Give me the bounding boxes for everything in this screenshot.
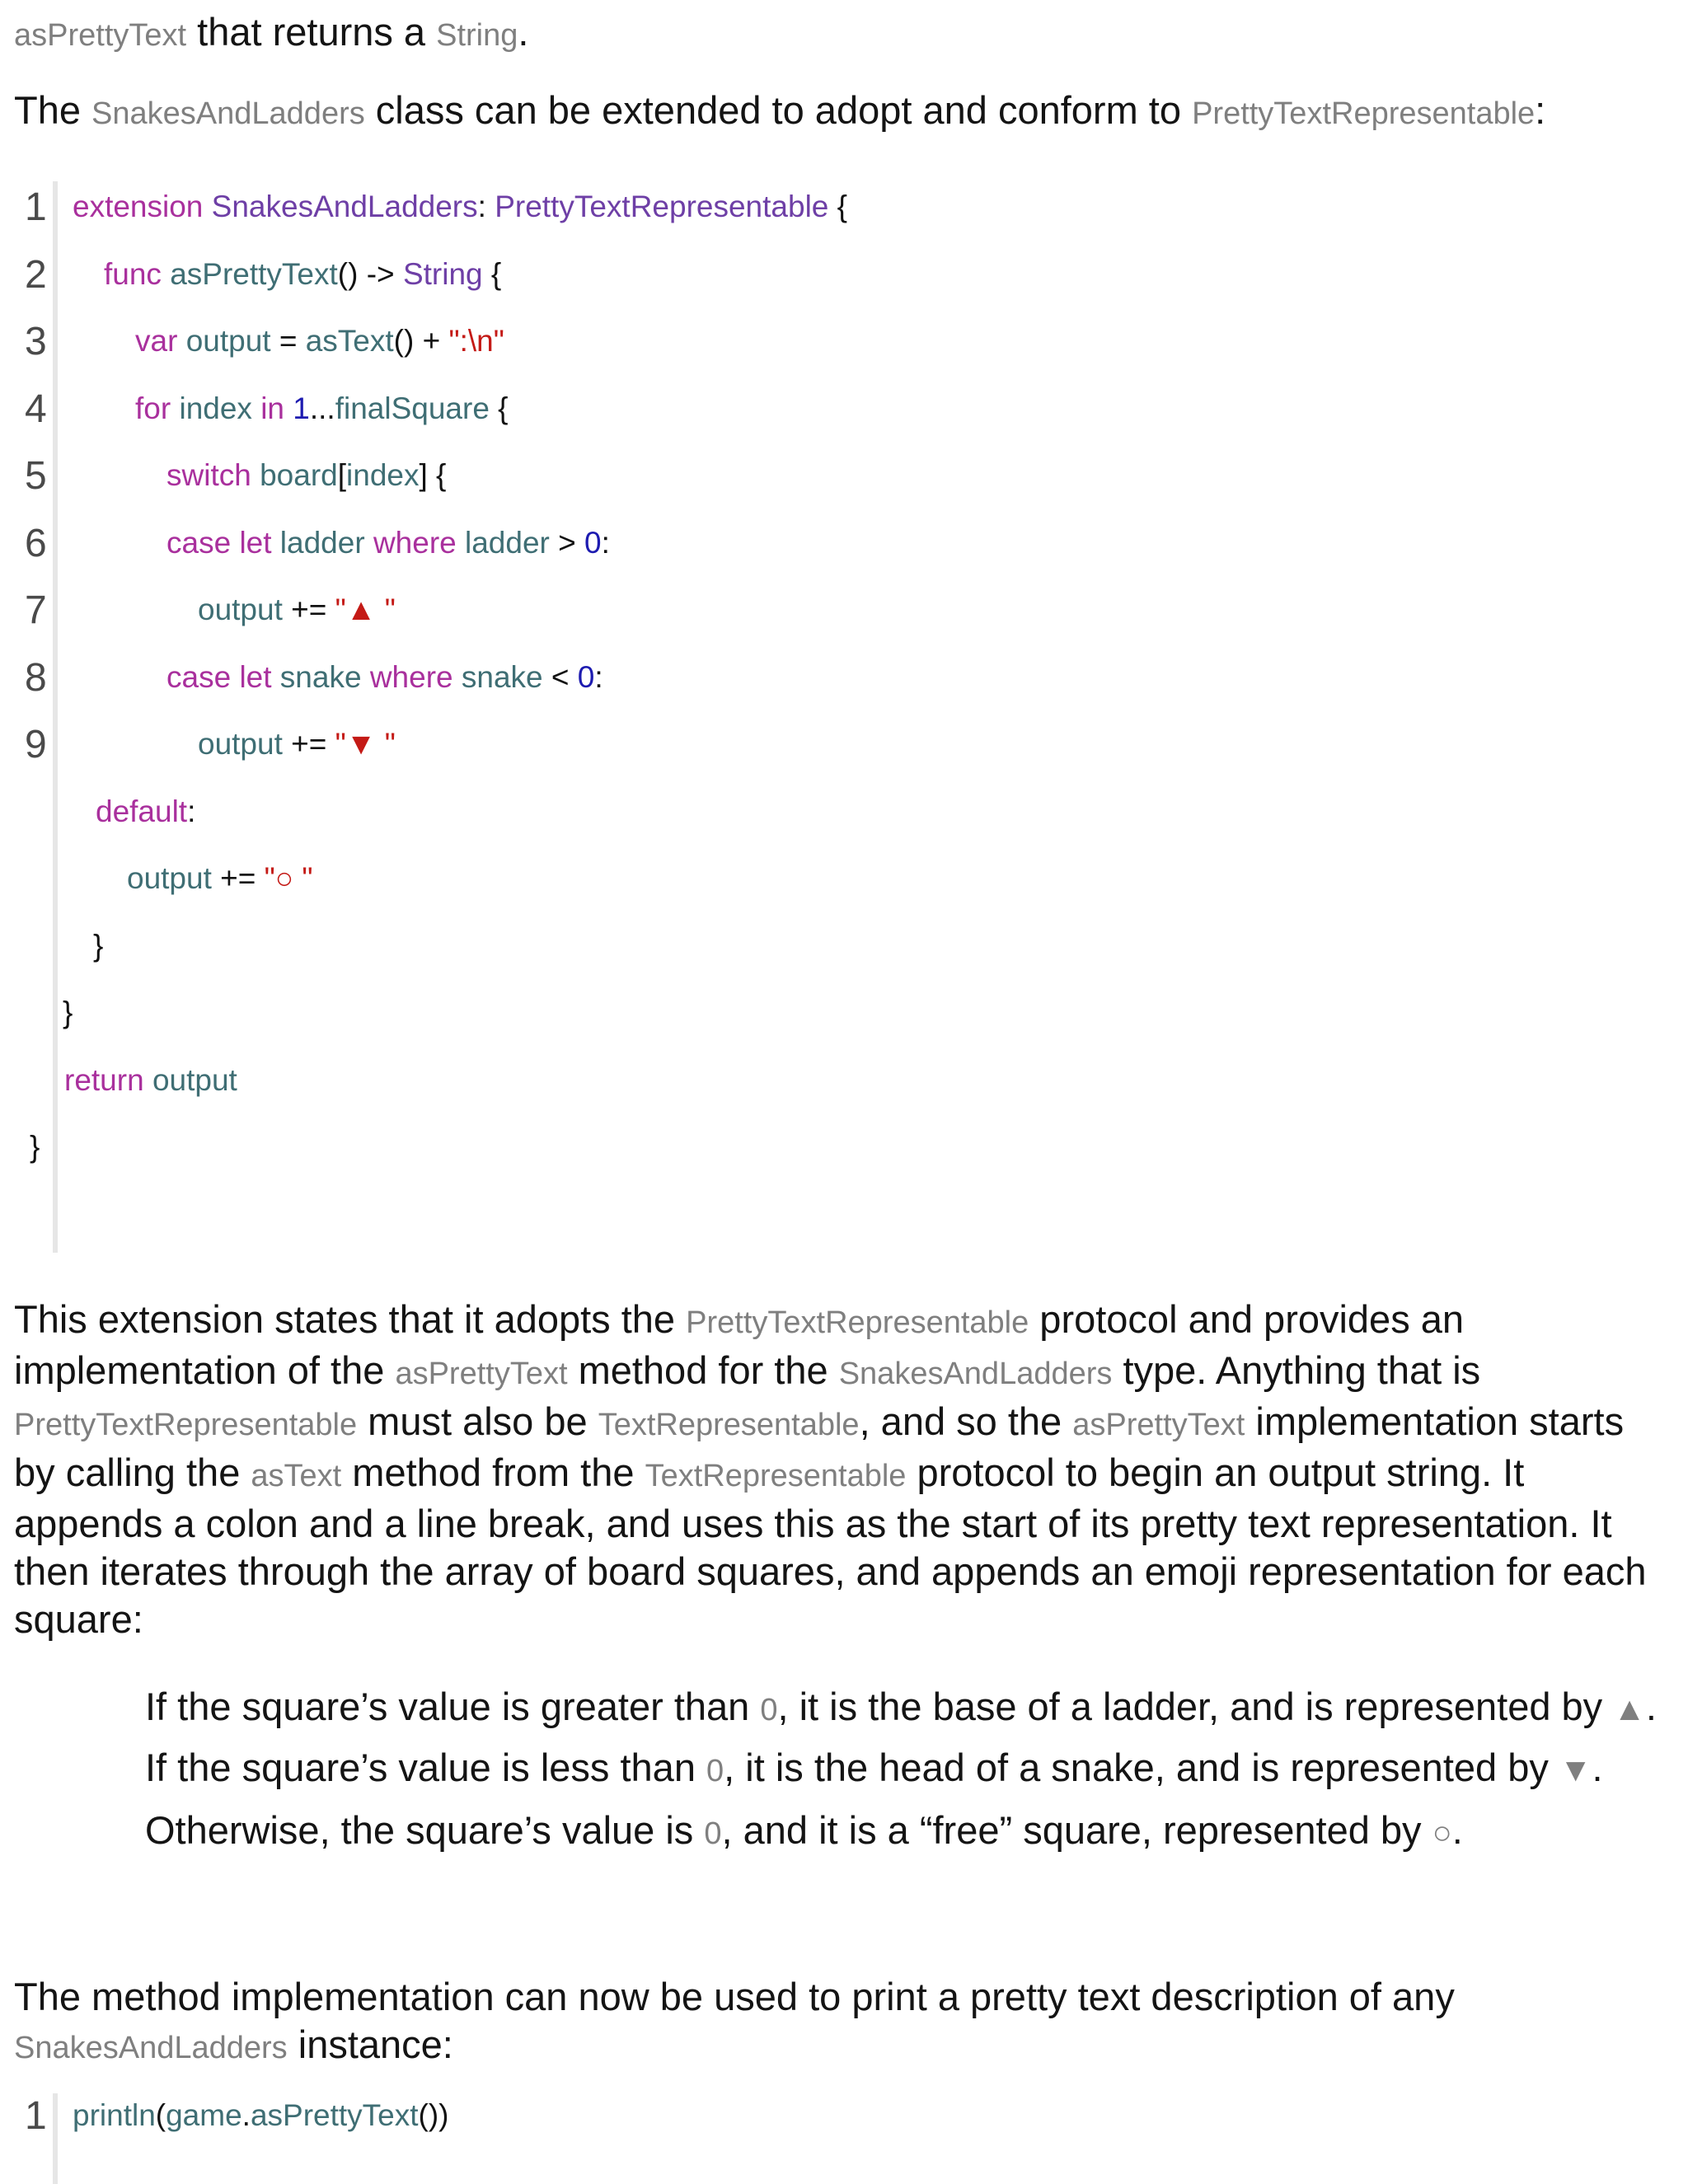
- line-number: 1: [25, 185, 47, 229]
- code-token: +=: [282, 727, 335, 761]
- code-token: :: [187, 794, 196, 828]
- code-line: [0, 991, 1688, 1058]
- code-text: [63, 996, 73, 1030]
- text-run: protocol and provides an implementation of the: [14, 1297, 1465, 1392]
- code-text: [166, 526, 610, 560]
- code-token: :: [601, 525, 610, 560]
- code-text: [166, 660, 603, 695]
- code-token: [457, 526, 465, 560]
- code-token: println: [73, 2098, 156, 2132]
- circle-icon: ○: [1432, 1815, 1452, 1851]
- line-number: 3: [25, 320, 47, 363]
- list-item: [145, 1807, 1670, 1858]
- explanation-paragraph: [14, 1296, 1675, 1643]
- code-token: [365, 526, 373, 560]
- line-number: 6: [25, 521, 47, 565]
- code-token: func: [104, 256, 162, 291]
- code-token: [177, 324, 185, 358]
- code-token: output: [152, 1062, 237, 1097]
- code-token: ()): [418, 2098, 449, 2132]
- code-token: 0: [584, 525, 602, 560]
- text-run: :: [1535, 88, 1546, 132]
- text-run: , and so the: [859, 1399, 1073, 1443]
- code-token: ...: [309, 391, 335, 425]
- inline-code: asPrettyText: [1072, 1408, 1245, 1442]
- code-token: index: [346, 458, 420, 492]
- code-line: [0, 722, 1688, 790]
- code-token: (: [155, 2098, 166, 2132]
- code-token: "○ ": [264, 861, 313, 895]
- line-number: 2: [25, 252, 47, 297]
- line-number: 5: [25, 454, 47, 498]
- code-token: [144, 1063, 152, 1097]
- code-line: [0, 790, 1688, 857]
- inline-code: SnakesAndLadders: [838, 1357, 1113, 1391]
- line-number: 8: [25, 655, 47, 700]
- code-token: :: [477, 190, 495, 223]
- code-text: [198, 593, 396, 627]
- text-run: type. Anything that is: [1112, 1348, 1481, 1392]
- code-token: 0: [577, 659, 595, 694]
- code-token: [231, 660, 239, 694]
- inline-code: asText: [251, 1459, 342, 1493]
- code-token: :: [594, 659, 603, 694]
- code-token: snake: [461, 659, 543, 694]
- text-run: , it is the head of a snake, and is represented by: [724, 1746, 1559, 1789]
- code-token: [284, 391, 293, 425]
- code-token: case: [166, 659, 232, 694]
- code-token: asPrettyText: [170, 256, 338, 291]
- code-token: game: [166, 2098, 242, 2132]
- code-token: PrettyTextRepresentable: [495, 190, 829, 223]
- code-token: case: [166, 525, 232, 560]
- text-run: must also be: [357, 1399, 598, 1443]
- text-run: protocol to begin an output string. It appends a colon and a line break, and uses this as the start of its pretty text representation. It then iterates through the array of board squares, and appends an emoji representation for each square:: [14, 1451, 1647, 1641]
- code-token: }: [63, 996, 73, 1029]
- text-run: .: [518, 10, 529, 54]
- closing-paragraph: [14, 1973, 1675, 2072]
- text-run: .: [1645, 1685, 1657, 1728]
- code-token: +=: [282, 593, 335, 626]
- code-token: asPrettyText: [250, 2098, 419, 2132]
- code-token: >: [549, 525, 585, 560]
- code-line: [0, 252, 1688, 320]
- text-run: Otherwise, the square’s value is: [145, 1808, 705, 1852]
- code-token: {: [489, 391, 509, 425]
- code-token: <: [542, 659, 578, 694]
- code-token: switch: [166, 458, 251, 492]
- inline-code: PrettyTextRepresentable: [14, 1408, 358, 1442]
- code-line: [0, 655, 1688, 723]
- code-token: }: [30, 1130, 40, 1164]
- inline-code: asPrettyText: [14, 18, 187, 53]
- code-token: [453, 660, 462, 694]
- code-token: output: [198, 593, 283, 626]
- code-token: [162, 257, 170, 291]
- code-token: [362, 660, 370, 694]
- code-token: output: [127, 861, 212, 895]
- code-text: [135, 391, 509, 426]
- text-run: , and it is a “free” square, represented by: [721, 1808, 1432, 1852]
- code-token: output: [198, 727, 283, 761]
- code-text: [64, 1063, 237, 1098]
- intro-line-2: [14, 87, 1675, 138]
- square-rules-list: [145, 1683, 1670, 1858]
- code-token: String: [402, 256, 483, 291]
- line-number: 4: [25, 387, 47, 431]
- inline-code: String: [436, 18, 518, 53]
- code-token: "▼ ": [335, 727, 396, 761]
- inline-code: PrettyTextRepresentable: [686, 1305, 1029, 1340]
- code-token: let: [239, 525, 272, 560]
- code-token: index: [179, 391, 252, 425]
- code-line: [0, 387, 1688, 454]
- line-number: 7: [25, 588, 47, 632]
- line-number: 9: [25, 723, 47, 766]
- code-text: [135, 324, 504, 359]
- code-token: board: [260, 458, 338, 492]
- list-item: [145, 1744, 1670, 1795]
- code-token: [251, 458, 260, 492]
- code-text: [166, 458, 446, 493]
- code-token: [203, 190, 211, 223]
- code-line: [0, 1125, 1688, 1193]
- text-run: .: [1592, 1746, 1603, 1789]
- code-token: {: [482, 256, 502, 291]
- text-run: This extension states that it adopts the: [14, 1297, 687, 1341]
- code-token: }: [93, 928, 104, 963]
- list-item: [145, 1683, 1670, 1734]
- code-text: [127, 861, 313, 896]
- code-token: finalSquare: [335, 391, 490, 425]
- code-line: [0, 521, 1688, 588]
- code-token: () ->: [337, 256, 403, 291]
- code-token: [171, 391, 179, 425]
- code-token: .: [241, 2098, 251, 2132]
- code-token: default: [96, 794, 188, 828]
- code-line: [0, 2093, 1688, 2161]
- inline-code: TextRepresentable: [598, 1408, 860, 1442]
- code-token: [272, 526, 280, 560]
- code-token: {: [828, 190, 848, 223]
- code-token: asText: [305, 324, 394, 358]
- down-triangle-icon: ▼: [1559, 1752, 1592, 1788]
- code-text: [96, 794, 195, 829]
- code-token: in: [260, 391, 285, 425]
- inline-code: asPrettyText: [395, 1357, 568, 1391]
- text-run: instance:: [287, 2022, 453, 2066]
- code-token: ":\n": [448, 324, 504, 358]
- text-run: .: [1451, 1808, 1463, 1852]
- text-run: that returns a: [186, 10, 437, 54]
- code-token: =: [270, 324, 306, 358]
- inline-code: SnakesAndLadders: [91, 96, 365, 131]
- inline-code: 0: [704, 1816, 722, 1851]
- code-text: [93, 929, 103, 963]
- code-text: [73, 2098, 449, 2133]
- code-token: [252, 391, 260, 425]
- inline-code: SnakesAndLadders: [14, 2031, 288, 2065]
- code-line: [0, 588, 1688, 655]
- code-token: SnakesAndLadders: [211, 190, 478, 223]
- code-line: [0, 185, 1688, 252]
- code-token: () +: [393, 324, 449, 358]
- text-run: The: [14, 88, 92, 132]
- text-run: If the square’s value is greater than: [145, 1685, 761, 1728]
- code-token: where: [373, 525, 457, 560]
- code-token: output: [185, 324, 271, 358]
- code-token: snake: [279, 659, 362, 694]
- text-run: method from the: [341, 1451, 645, 1494]
- intro-line-1: [14, 8, 1675, 59]
- code-token: ladder: [279, 525, 365, 560]
- code-text: [198, 727, 396, 762]
- code-token: where: [369, 659, 453, 694]
- code-token: ladder: [465, 525, 550, 560]
- code-token: extension: [73, 190, 204, 223]
- code-line: [0, 319, 1688, 387]
- code-line: [0, 1058, 1688, 1126]
- code-line: [0, 924, 1688, 991]
- text-run: If the square’s value is less than: [145, 1746, 707, 1789]
- inline-code: 0: [706, 1754, 724, 1788]
- code-token: var: [135, 324, 178, 358]
- code-token: return: [64, 1062, 144, 1097]
- text-run: method for the: [567, 1348, 839, 1392]
- text-run: class can be extended to adopt and conform to: [364, 88, 1193, 132]
- inline-code: 0: [760, 1693, 778, 1727]
- text-run: , it is the base of a ladder, and is represented by: [777, 1685, 1614, 1728]
- line-number: 1: [25, 2094, 47, 2138]
- code-token: [272, 660, 280, 694]
- text-run: implementation starts by calling the: [14, 1399, 1625, 1494]
- code-token: [231, 526, 239, 560]
- code-line: [0, 856, 1688, 924]
- code-text: [73, 190, 847, 224]
- code-token: +=: [211, 861, 265, 895]
- code-line: [0, 453, 1688, 521]
- code-token: for: [135, 391, 171, 425]
- code-token: ] {: [419, 458, 447, 492]
- code-token: "▲ ": [335, 593, 396, 626]
- code-text: [30, 1130, 40, 1165]
- inline-code: TextRepresentable: [645, 1459, 907, 1493]
- code-token: [: [337, 458, 347, 492]
- up-triangle-icon: ▲: [1613, 1691, 1646, 1727]
- code-text: [104, 257, 501, 292]
- code-token: 1: [293, 391, 310, 425]
- code-token: let: [239, 659, 272, 694]
- inline-code: PrettyTextRepresentable: [1192, 96, 1536, 131]
- text-run: The method implementation can now be used to print a pretty text description of any: [14, 1975, 1455, 2018]
